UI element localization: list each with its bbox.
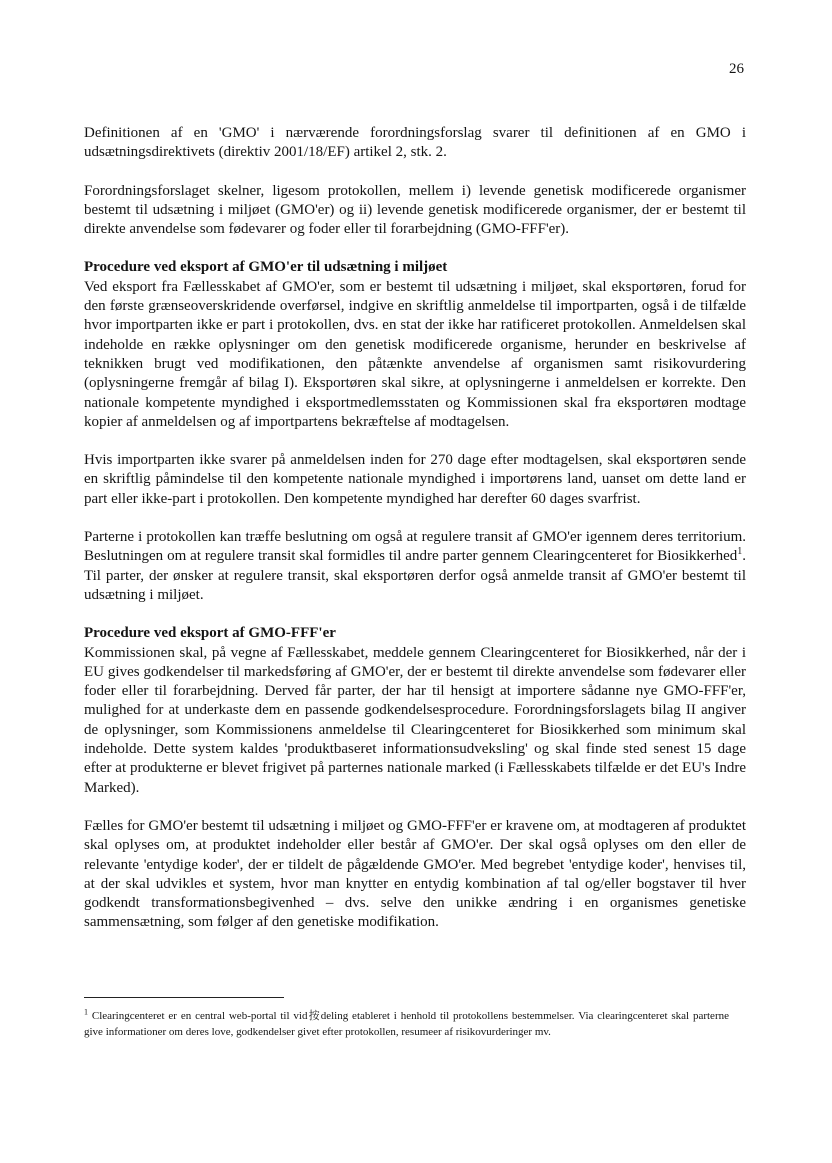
paragraph-definition: Definitionen af en 'GMO' i nærværende forordningsforslag svarer til definitionen af en GMO i udsætningsdirektivets (direktiv 2001/18/EF) artikel 2, stk. 2. <box>84 125 746 161</box>
paragraph-gmo-export-notification: Ved eksport fra Fællesskabet af GMO'er, som er bestemt til udsætning i miljøet, skal eksportøren, forud for den første grænseoverskridende overførsel, indgive en skriftlig anmeldelse til importparten, også i de tilfælde hvor importparten ikke er part i protokollen, dvs. en stat der ikke har ratificeret protokollen. Anmeldelsen skal indeholde en række oplysninger om den genetisk modificerede organisme, herunder en beskrivelse af teknikken brugt ved modifikationen, den påtænkte anvendelse af organismen samt risikovurdering (oplysningerne fremgår af bilag I). Eksportøren skal sikre, at oplysningerne i anmeldelsen er korrekte. Den nationale kompetente myndighed i eksportmedlemsstaten og Kommissionen skal fra eksportøren modtage kopier af anmeldelsen og af importpartens bekræftelse af modtagelsen. <box>84 278 746 430</box>
section-gmo-export <box>84 258 746 605</box>
transit-text-part2: . Til parter, der ønsker at regulere transit, skal eksportøren derfor også anmelde transit af GMO'er bestemt til udsætning i miljøet. <box>84 548 746 603</box>
paragraph-gmo-export-reminder: Hvis importparten ikke svarer på anmeldelsen inden for 270 dage efter modtagelsen, skal eksportøren sende en skriftlig påmindelse til den kompetente nationale myndighed i importørens land, uanset om dette land er part eller ikke-part i protokollen. Den kompetente myndighed har derefter 60 dages svarfrist. <box>84 452 746 507</box>
footnote-number: 1 <box>84 1007 88 1017</box>
paragraph-distinction: Forordningsforslaget skelner, ligesom protokollen, mellem i) levende genetisk modificerede organismer bestemt til udsætning i miljøet (GMO'er) og ii) levende genetisk modificerede organismer, der er bestemt til direkte anvendelse som fødevarer og foder eller til forarbejdning (GMO-FFF'er). <box>84 182 746 238</box>
footnote-text: Clearingcenteret er en central web-portal til vid按deling etableret i henhold til protokollens bestemmelser. Via clearingcenteret skal parterne give informationer om deres love, godkendelser givet efter protokollen, resumeer af risikovurderinger mv. <box>84 1010 729 1038</box>
paragraph-gmo-fff-codes: Fælles for GMO'er bestemt til udsætning i miljøet og GMO-FFF'er er kravene om, at modtageren af produktet skal oplyses om, at produktet indeholder eller består af GMO'er. Der skal også oplyses om den eller de relevante 'entydige koder', der er tildelt de pågældende GMO'er. Med begrebet 'entydige koder', henvises til, at der skal udvikles et system, hvor man knytter en entydig kombination af tal og/eller bogstaver til hver godkendt transformationsbegivenhed – dvs. selve den unikke ændring i en organismes genetiske sammensætning, som følger af den genetiske modifikation. <box>84 817 746 931</box>
footnote-reference: 1 <box>737 546 743 558</box>
transit-text-part1: Parterne i protokollen kan træffe beslutning om også at regulere transit af GMO'er igennem deres territorium. Beslutningen om at regulere transit skal formidles til andre parter gennem Clearingcenteret for Biosikkerhed <box>84 529 746 565</box>
section-heading-gmo-export: Procedure ved eksport af GMO'er til udsætning i miljøet <box>84 259 448 276</box>
section-gmo-fff-export <box>84 624 746 932</box>
paragraph-gmo-fff-commission: Kommissionen skal, på vegne af Fællesskabet, meddele gennem Clearingcenteret for Biosikkerhed, når der i EU gives godkendelser til markedsføring af GMO'er, der er bestemt til direkte anvendelse som fødevarer eller foder eller til forarbejdning. Derved får parter, der har til hensigt at importere sådanne nye GMO-FFF'er, mulighed for at underkaste dem en passende godkendelsesprocedure. Forordningsforslagets bilag II angiver de oplysninger, som Kommissionens anmeldelse til Clearingcenteret for Biosikkerhed som minimum skal indeholde. Dette system kaldes 'produktbaseret informationsudveksling' og skal finde sted senest 15 dage efter at produkterne er blevet frigivet på parternes nationale marked (i Fællesskabets tilfælde er det EU's Indre Marked). <box>84 644 746 796</box>
footnote <box>84 1008 729 1040</box>
footnote-divider <box>84 997 284 998</box>
paragraph-gmo-transit <box>84 528 746 605</box>
document-body <box>84 124 746 952</box>
section-heading-gmo-fff-export: Procedure ved eksport af GMO-FFF'er <box>84 625 336 642</box>
page-number: 26 <box>729 61 744 77</box>
